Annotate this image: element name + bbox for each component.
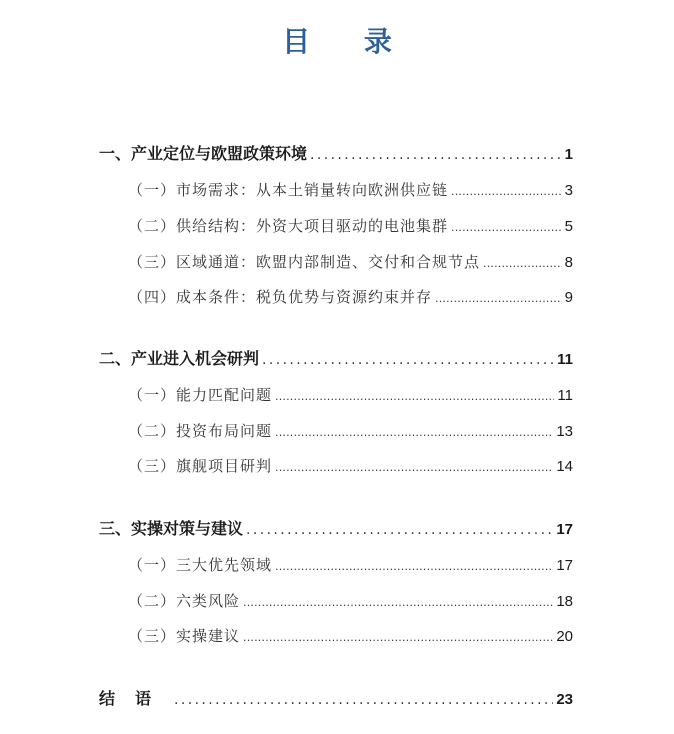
toc-page-number: 5 [564,218,573,235]
dot-leader [451,180,562,204]
toc-page-number: 11 [557,351,573,368]
toc-item-2-2[interactable] [128,419,573,443]
toc-item-label: （一）市场需求：从本土销量转向欧洲供应链 [128,181,449,199]
dot-leader [243,591,553,615]
dot-leader [275,555,553,579]
dot-leader [174,688,553,712]
toc-page-number: 14 [556,458,573,475]
toc-item-label: （二）投资布局问题 [128,422,273,440]
toc-section-label: 二、产业进入机会研判 [99,349,260,368]
toc-item-label: （三）区域通道：欧盟内部制造、交付和合规节点 [128,253,481,271]
dot-leader [435,287,562,311]
toc-item-label: （一）能力匹配问题 [128,386,273,404]
toc-page-number: 8 [564,254,573,271]
toc-item-2-3[interactable] [128,454,573,478]
toc-page-number: 3 [564,182,573,199]
toc-item-1-4[interactable] [128,285,573,309]
dot-leader [451,216,562,240]
toc-section-3[interactable] [99,517,573,541]
toc-item-label: （二）供给结构：外资大项目驱动的电池集群 [128,217,449,235]
dot-leader [310,143,562,167]
toc-page-number: 11 [557,387,573,404]
toc-page-number: 17 [556,521,573,538]
toc-item-3-2[interactable] [128,589,573,613]
toc-item-1-2[interactable] [128,214,573,238]
toc-section-1[interactable] [99,142,573,166]
toc-conclusion-label: 结语 [99,689,172,708]
toc-section-label: 三、实操对策与建议 [99,519,244,538]
toc-page-number: 23 [556,691,573,708]
dot-leader [275,421,553,445]
page-title: 目 录 [282,25,414,58]
toc-item-label: （一）三大优先领域 [128,556,273,574]
toc-item-3-1[interactable] [128,553,573,577]
toc-page-number: 18 [556,593,573,610]
toc-page-number: 1 [564,146,573,163]
toc-item-label: （三）旗舰项目研判 [128,457,273,475]
dot-leader [262,348,554,372]
dot-leader [246,518,553,542]
dot-leader [483,252,562,276]
toc-item-1-3[interactable] [128,250,573,274]
toc-section-label: 一、产业定位与欧盟政策环境 [99,144,308,163]
toc-page-number: 20 [556,628,573,645]
toc-item-3-3[interactable] [128,624,573,648]
toc-conclusion[interactable] [99,687,573,711]
toc-item-label: （二）六类风险 [128,592,241,610]
toc-page-number: 13 [556,423,573,440]
toc-section-2[interactable] [99,347,573,371]
toc-page-number: 17 [556,557,573,574]
toc-item-2-1[interactable] [128,383,573,407]
toc-item-label: （三）实操建议 [128,627,241,645]
dot-leader [243,626,553,650]
dot-leader [275,385,554,409]
toc-item-label: （四）成本条件：税负优势与资源约束并存 [128,288,433,306]
toc-item-1-1[interactable] [128,178,573,202]
toc-page-number: 9 [564,289,573,306]
dot-leader [275,456,553,480]
